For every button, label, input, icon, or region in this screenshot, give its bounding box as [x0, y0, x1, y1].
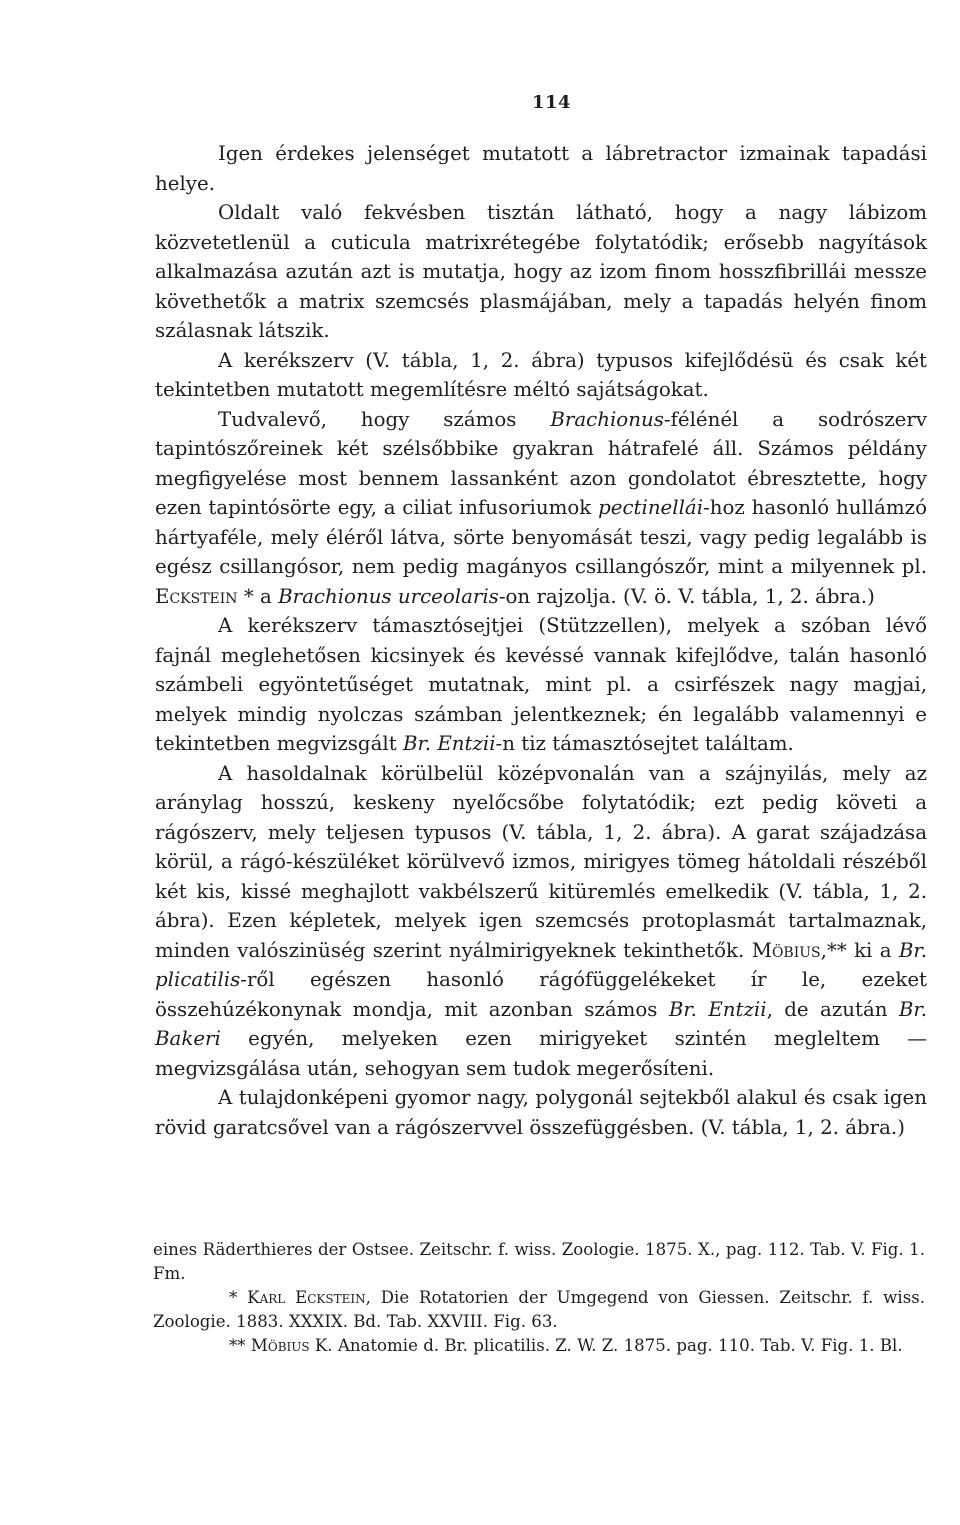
- footnotes: [153, 1238, 925, 1359]
- footnote: [153, 1334, 925, 1358]
- small-caps-name: Eckstein: [155, 584, 238, 608]
- paragraph: [155, 198, 927, 346]
- paragraph: [155, 1083, 927, 1142]
- paragraph: [155, 346, 927, 405]
- text-run: ,** ki a: [820, 938, 899, 962]
- footnote: [153, 1286, 925, 1333]
- text-run: Oldalt való fekvésben tisztán látható, hogy a nagy lábizom közvetetlenül a cuticula matrixrétegébe folytatódik; erősebb nagyítások alkalmazása azután azt is mutatja, hogy az izom finom hosszfibrillái messze követhetők a matrix szemcsés plasmájában, mely a tapadás helyén finom szálasnak látszik.: [155, 201, 927, 342]
- italic-text: Brachionus: [550, 407, 664, 431]
- italic-text: Br. Bakeri: [155, 997, 927, 1050]
- small-caps-name: Möbius: [250, 1336, 310, 1356]
- small-caps-name: Karl Eckstein: [247, 1288, 366, 1308]
- text-run: eines Räderthieres der Ostsee. Zeitschr. f. wiss. Zoologie. 1875. X., pag. 112. Tab. V. Fig. 1. Fm.: [153, 1240, 925, 1283]
- text-run: Igen érdekes jelenséget mutatott a lábretractor izmainak tapadási helye.: [155, 142, 927, 195]
- italic-text: Br. Entzii: [402, 732, 496, 755]
- text-run: -félénél a sodrószerv tapintószőreinek két szélsőbbike gyakran hátrafelé áll. Számos példány megfigyelése most bennem lassanként azon gondolatot ébresztette, hogy ezen tapintósörte egy, a ciliat infusoriumok: [155, 407, 927, 519]
- text-run: -hoz hasonló hullámzó hártyaféle, mely éléről látva, sörte benyomását teszi, vagy pedig legalább is egész csillangósor, nem pedig magányos csillangószőr, mint a milyennek pl.: [155, 496, 928, 578]
- italic-text: pectinellái: [598, 496, 704, 519]
- paragraph: [155, 139, 927, 198]
- paragraph: [155, 611, 927, 759]
- text-run: **: [229, 1336, 251, 1356]
- text-run: *: [229, 1288, 248, 1308]
- text-run: -on rajzolja. (V. ö. V. tábla, 1, 2. ábra.): [498, 584, 875, 608]
- text-run: egyén, melyeken ezen mirigyeket szintén megleltem — megvizsgálása után, sehogyan sem tudok megerősíteni.: [155, 1027, 927, 1080]
- text-run: A hasoldalnak körülbelül középvonalán van a szájnyilás, mely az aránylag hosszú, keskeny nyelőcsőbe folytatódik; ezt pedig követi a rágószerv, mely teljesen typusos (V. tábla, 1, 2. ábra). A garat szájadzása körül, a rágó-készüléket körülvevő izmos, mirigyes tömeg hátoldali részéből két kis, kissé meghajlott vakbélszerű kitüremlés emelkedik (V. tábla, 1, 2. ábra). Ezen képletek, melyek igen szemcsés protoplasmát tartalmaznak, minden valószinüség szerint nyálmirigyeknek tekinthetők.: [155, 761, 927, 962]
- body-text: [155, 139, 927, 1142]
- text-run: -n tiz támasztósejtet találtam.: [495, 732, 794, 755]
- italic-text: Br. Entzii: [668, 997, 767, 1021]
- paragraph: [155, 759, 927, 1084]
- page-number: 114: [532, 92, 572, 113]
- paragraph: [155, 405, 927, 612]
- text-run: * a: [237, 584, 279, 608]
- italic-text: Br. plicatilis: [155, 938, 927, 991]
- small-caps-name: Möbius: [751, 938, 821, 962]
- text-run: A tulajdonképeni gyomor nagy, polygonál sejtekből alakul és csak igen rövid garatcsővel van a rágószervvel összefüggésben. (V. tábla, 1, 2. ábra.): [155, 1086, 927, 1139]
- text-run: -ről egészen hasonló rágófüggelékeket ír le, ezeket összehúzékonynak mondja, mit azonban számos: [155, 968, 927, 1021]
- text-run: K. Anatomie d. Br. plicatilis. Z. W. Z. 1875. pag. 110. Tab. V. Fig. 1. Bl.: [309, 1336, 903, 1356]
- footnote: [153, 1238, 925, 1285]
- text-run: A kerékszerv támasztósejtjei (Stützzellen), melyek a szóban lévő fajnál meglehetősen kicsinyek és kevéssé vannak kifejlődve, talán hasonló számbeli egyöntetűséget mutatnak, mint pl. a csirfészek nagy magjai, melyek mindig nyolczas számban jelentkeznek; én legalább valamennyi e tekintetben megvizsgált: [155, 614, 927, 755]
- italic-text: Brachionus urceolaris: [278, 584, 499, 608]
- text-run: Tudvalevő, hogy számos: [218, 407, 551, 431]
- text-run: A kerékszerv (V. tábla, 1, 2. ábra) typusos kifejlődésü és csak két tekintetben mutatott megemlítésre méltó sajátságokat.: [155, 348, 927, 401]
- text-run: , Die Rotatorien der Umgegend von Giessen. Zeitschr. f. wiss. Zoologie. 1883. XXXIX. Bd. Tab. XXVIII. Fig. 63.: [153, 1288, 926, 1331]
- text-run: , de azután: [766, 997, 899, 1021]
